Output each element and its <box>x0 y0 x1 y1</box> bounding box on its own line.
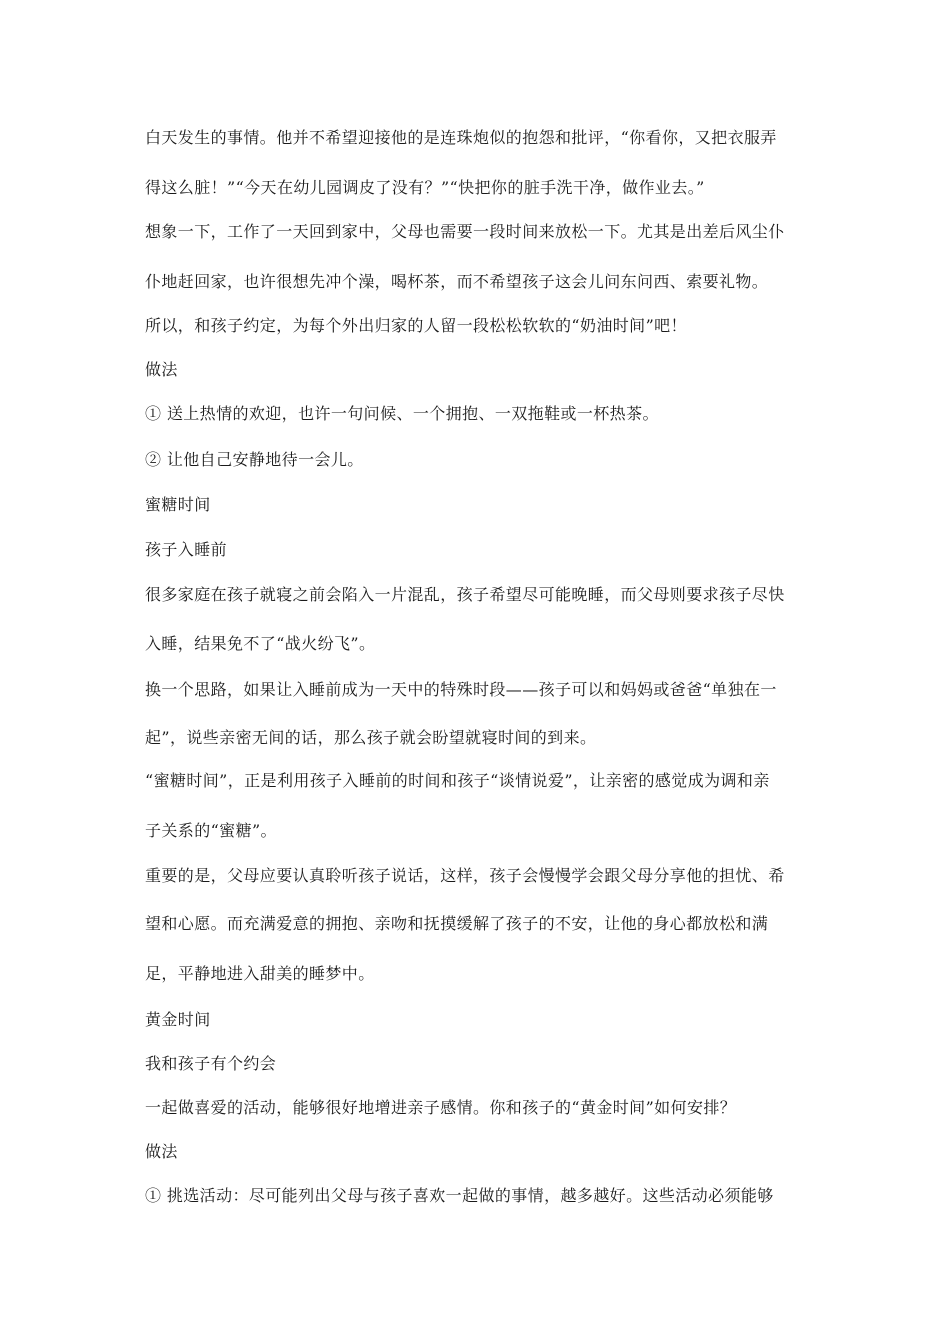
list-item: ① 挑选活动：尽可能列出父母与孩子喜欢一起做的事情，越多越好。这些活动必须能够 <box>145 1186 774 1205</box>
text-line: 起”，说些亲密无间的话，那么孩子就会盼望就寝时间的到来。 <box>145 728 597 747</box>
text-line: 望和心愿。而充满爱意的拥抱、亲吻和抚摸缓解了孩子的不安，让他的身心都放松和满 <box>145 914 769 933</box>
section-heading: 蜜糖时间 <box>145 495 211 514</box>
section-heading: 黄金时间 <box>145 1010 211 1029</box>
list-item: ① 送上热情的欢迎，也许一句问候、一个拥抱、一双拖鞋或一杯热茶。 <box>145 404 659 423</box>
text-line: 子关系的“蜜糖”。 <box>145 821 277 840</box>
text-line: 一起做喜爱的活动，能够很好地增进亲子感情。你和孩子的“黄金时间”如何安排？ <box>145 1098 737 1117</box>
section-subheading: 我和孩子有个约会 <box>145 1054 277 1073</box>
section-subheading: 孩子入睡前 <box>145 540 228 559</box>
text-line: 得这么脏！”“今天在幼儿园调皮了没有？”“快把你的脏手洗干净，做作业去。” <box>145 178 705 197</box>
text-line: 重要的是，父母应要认真聆听孩子说话，这样，孩子会慢慢学会跟父母分享他的担忧、希 <box>145 866 785 885</box>
text-line: 想象一下，工作了一天回到家中，父母也需要一段时间来放松一下。尤其是出差后风尘仆 <box>145 222 785 241</box>
text-line: 换一个思路，如果让入睡前成为一天中的特殊时段——孩子可以和妈妈或爸爸“单独在一 <box>145 680 777 699</box>
text-line: 仆地赶回家，也许很想先冲个澡，喝杯茶，而不希望孩子这会儿问东问西、索要礼物。 <box>145 272 769 291</box>
section-label: 做法 <box>145 360 178 379</box>
list-item: ② 让他自己安静地待一会儿。 <box>145 450 364 469</box>
text-line: 入睡，结果免不了“战火纷飞”。 <box>145 634 376 653</box>
text-line: 白天发生的事情。他并不希望迎接他的是连珠炮似的抱怨和批评，“你看你，又把衣服弄 <box>145 128 777 147</box>
text-line: “蜜糖时间”，正是利用孩子入睡前的时间和孩子“谈情说爱”，让亲密的感觉成为调和亲 <box>145 771 770 790</box>
text-line: 足，平静地进入甜美的睡梦中。 <box>145 964 375 983</box>
text-line: 很多家庭在孩子就寝之前会陷入一片混乱，孩子希望尽可能晚睡，而父母则要求孩子尽快 <box>145 585 785 604</box>
section-label: 做法 <box>145 1142 178 1161</box>
text-line: 所以，和孩子约定，为每个外出归家的人留一段松松软软的“奶油时间”吧！ <box>145 316 687 335</box>
